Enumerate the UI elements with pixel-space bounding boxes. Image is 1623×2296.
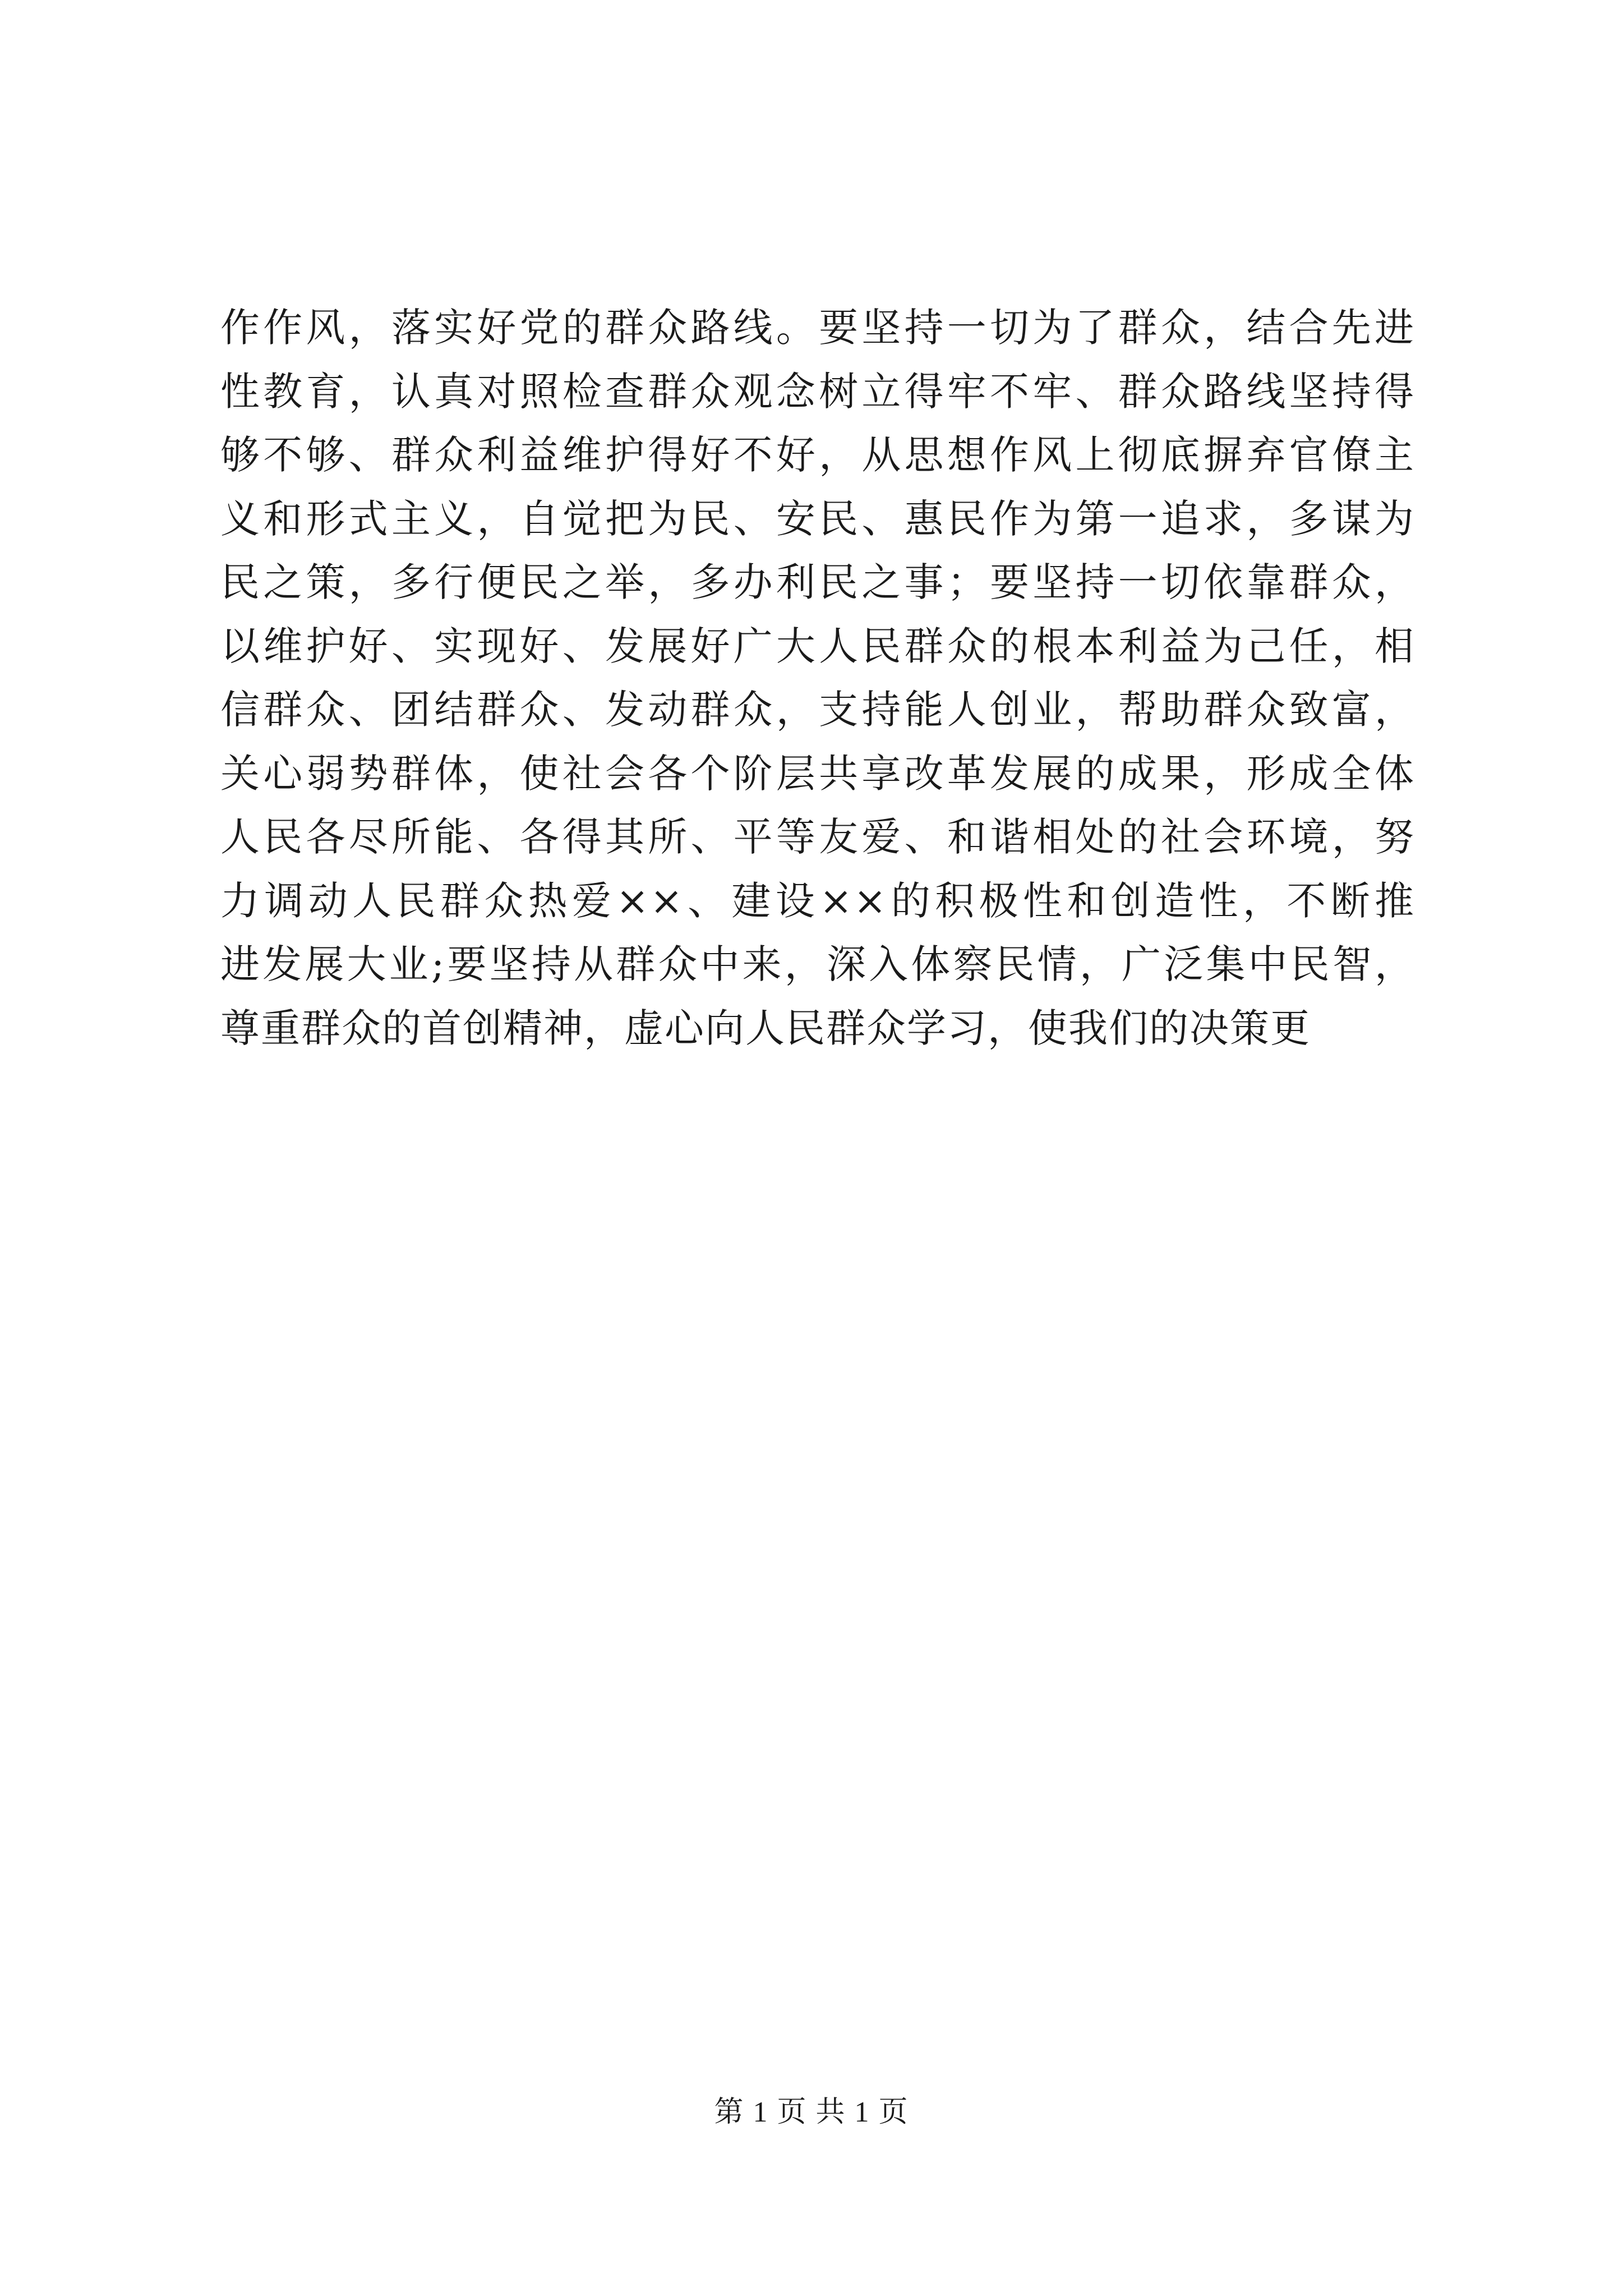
text-line: 够不够、群众利益维护得好不好，从思想作风上彻底摒弃官僚主 — [220, 432, 1415, 478]
text-line: 义和形式主义，自觉把为民、安民、惠民作为第一追求，多谋为 — [220, 495, 1415, 542]
text-line: 力调动人民群众热爱××、建设××的积极性和创造性，不断推 — [220, 877, 1415, 924]
text-line: 性教育，认真对照检查群众观念树立得牢不牢、群众路线坚持得 — [220, 368, 1415, 415]
body-paragraph — [220, 296, 1415, 1060]
text-line: 尊重群众的首创精神，虚心向人民群众学习，使我们的决策更 — [220, 1005, 1311, 1051]
text-line: 关心弱势群体，使社会各个阶层共享改革发展的成果，形成全体 — [220, 750, 1415, 797]
text-line: 以维护好、实现好、发展好广大人民群众的根本利益为己任，相 — [220, 623, 1415, 669]
text-line: 作作风，落实好党的群众路线。要坚持一切为了群众，结合先进 — [220, 305, 1415, 351]
text-line: 人民各尽所能、各得其所、平等友爱、和谐相处的社会环境，努 — [220, 814, 1415, 860]
page-number: 第 1 页 共 1 页 — [714, 2096, 909, 2128]
text-line: 进发展大业;要坚持从群众中来，深入体察民情，广泛集中民智， — [220, 941, 1415, 987]
page-footer — [0, 2095, 1623, 2131]
text-line: 民之策，多行便民之举，多办利民之事；要坚持一切依靠群众， — [220, 559, 1415, 605]
text-line: 信群众、团结群众、发动群众，支持能人创业，帮助群众致富， — [220, 687, 1415, 733]
